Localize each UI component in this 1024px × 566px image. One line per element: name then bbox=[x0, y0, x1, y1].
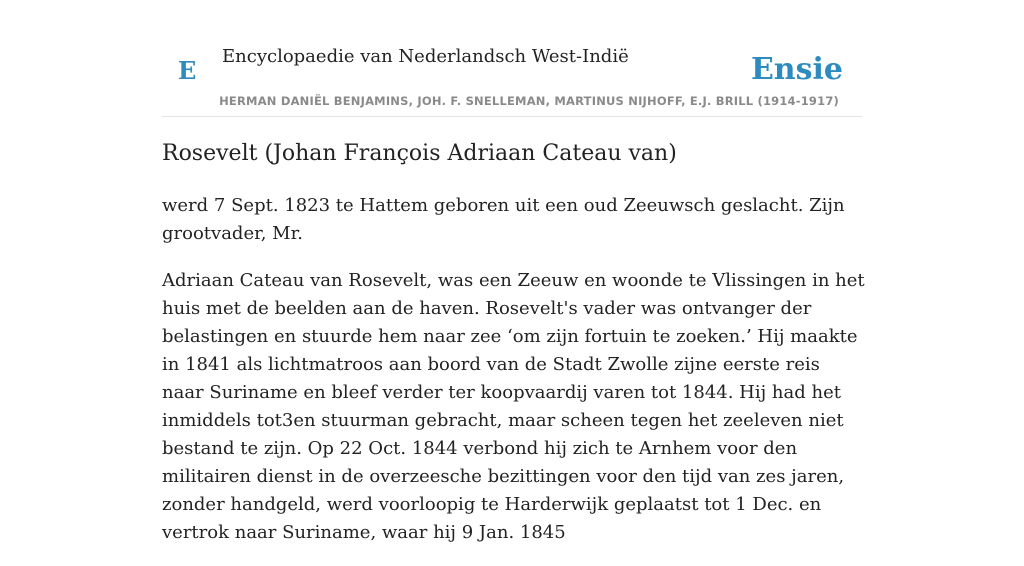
article-paragraph: werd 7 Sept. 1823 te Hattem geboren uit een oud Zeeuwsch geslacht. Zijn grootvader, Mr. bbox=[162, 195, 845, 244]
page bbox=[162, 0, 865, 543]
book-title[interactable]: Encyclopaedie van Nederlandsch West-Indië bbox=[222, 46, 629, 67]
book-authors: HERMAN DANIËL BENJAMINS, JOH. F. SNELLEMAN, MARTINUS NIJHOFF, E.J. BRILL (1914-1917) bbox=[219, 94, 839, 108]
site-header bbox=[162, 0, 862, 117]
ensie-logo[interactable]: Ensie bbox=[750, 52, 843, 87]
article-body bbox=[162, 192, 867, 566]
article-title: Rosevelt (Johan François Adriaan Cateau van) bbox=[162, 141, 677, 166]
book-logo[interactable]: E bbox=[178, 56, 197, 85]
article-paragraph: Adriaan Cateau van Rosevelt, was een Zeeuw en woonde te Vlissingen in het huis met de beelden aan de haven. Rosevelt's vader was ontvanger der belastingen en stuurde hem naar zee ‘om zijn fortuin te zoeken.’ Hij maakte in 1841 als lichtmatroos aan boord van de Stadt Zwolle zijne eerste reis naar Suriname en bleef verder ter koopvaardij varen tot 1844. Hij had het inmiddels tot3en stuurman gebracht, maar scheen tegen het zeeleven niet bestand te zijn. Op 22 Oct. 1844 verbond hij zich te Arnhem voor den militairen dienst in de overzeesche bezittingen voor den tijd van zes jaren, zonder handgeld, werd voorloopig te Harderwijk geplaatst tot 1 Dec. en vertrok naar Suriname, waar hij 9 Jan. 1845 bbox=[162, 270, 865, 543]
